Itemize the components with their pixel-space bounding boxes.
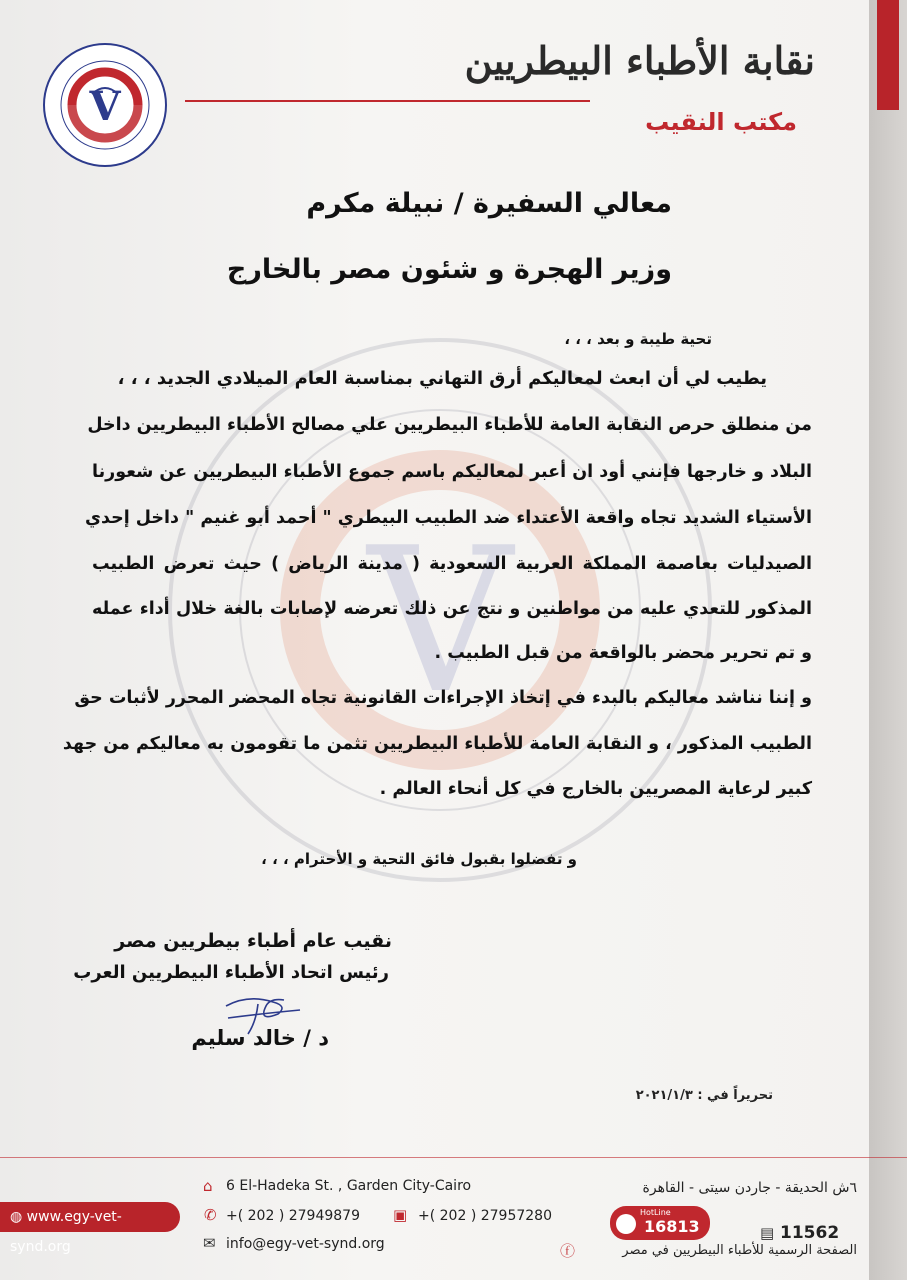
phone-icon bbox=[616, 1214, 636, 1234]
closing-line: و تفضلوا بقبول فائق التحية و الأحترام ، ، ، bbox=[261, 850, 577, 868]
globe-icon: ◍ bbox=[10, 1209, 27, 1225]
syndicate-name: نقابة الأطباء البيطريين bbox=[464, 38, 815, 83]
footer-divider bbox=[0, 1157, 907, 1158]
footer-address-en: 6 El-Hadeka St. , Garden City-Cairo bbox=[226, 1178, 472, 1194]
svg-text:V: V bbox=[367, 505, 513, 738]
letter-date: تحريراً في : ٢٠٢١/١/٣ bbox=[635, 1088, 773, 1103]
website-link[interactable] bbox=[0, 1202, 180, 1255]
body-line: و تم تحرير محضر بالواقعة من قبل الطبيب . bbox=[434, 643, 812, 663]
footer-phone[interactable]: +( 202 ) 27949879 bbox=[226, 1208, 360, 1224]
greeting: تحية طيبة و بعد ، ، ، bbox=[564, 330, 712, 348]
body-line: المذكور للتعدي عليه من مواطنين و نتج عن ذلك تعرضه لإصابات بالغة خلال أداء عمله bbox=[92, 599, 812, 619]
signer-title-secondary: رئيس اتحاد الأطباء البيطريين العرب bbox=[73, 962, 389, 983]
body-line: البلاد و خارجها فإنني أود ان أعبر لمعاليكم باسم جموع الأطباء البيطريين عن شعورنا bbox=[92, 462, 812, 482]
po-box: 11562 bbox=[780, 1223, 840, 1243]
body-line: كبير لرعاية المصريين بالخارج في كل أنحاء العالم . bbox=[379, 779, 812, 799]
footer-address-ar: ٦ش الحديقة - جاردن سيتى - القاهرة bbox=[642, 1180, 857, 1196]
addressee-name: معالي السفيرة / نبيلة مكرم bbox=[306, 188, 672, 219]
hotline-badge[interactable] bbox=[610, 1206, 710, 1240]
website-text: www.egy-vet-synd.org bbox=[10, 1209, 122, 1255]
home-icon: ⌂ bbox=[203, 1177, 213, 1195]
body-line: الصيدليات بعاصمة المملكة العربية السعودية ( مدينة الرياض ) حيث تعرض الطبيب bbox=[92, 554, 812, 574]
footer-fax[interactable]: +( 202 ) 27957280 bbox=[418, 1208, 552, 1224]
right-edge-strip bbox=[869, 0, 907, 1280]
office-label: مكتب النقيب bbox=[645, 108, 797, 136]
syndicate-logo bbox=[42, 42, 168, 168]
body-line: من منطلق حرص النقابة العامة للأطباء البيطريين علي مصالح الأطباء البيطريين داخل bbox=[87, 415, 812, 435]
hotline-label: HotLine bbox=[640, 1208, 671, 1217]
facebook-page[interactable]: الصفحة الرسمية للأطباء البيطريين في مصر bbox=[622, 1243, 857, 1258]
signer-title: نقيب عام أطباء بيطريين مصر bbox=[114, 930, 392, 952]
mailbox-icon: ▤ bbox=[760, 1224, 775, 1242]
fax-icon: ▣ bbox=[393, 1206, 408, 1224]
header-divider bbox=[185, 100, 590, 102]
signer-name: د / خالد سليم bbox=[191, 1026, 329, 1050]
addressee-title: وزير الهجرة و شئون مصر بالخارج bbox=[226, 254, 672, 285]
body-line: و إننا نناشد معاليكم بالبدء في إتخاذ الإجراءات القانونية تجاه المحضر المحرر لأثبات حق bbox=[74, 688, 812, 708]
phone-icon: ✆ bbox=[204, 1206, 217, 1224]
hotline-number: 16813 bbox=[644, 1217, 700, 1236]
facebook-icon[interactable]: ⓕ bbox=[560, 1242, 576, 1260]
header-red-bar bbox=[877, 0, 899, 110]
mail-icon: ✉ bbox=[203, 1234, 216, 1252]
body-line: الأستياء الشديد تجاه واقعة الأعتداء ضد الطبيب البيطري " أحمد أبو غنيم " داخل إحدي bbox=[84, 508, 812, 528]
intro-paragraph: يطيب لي أن ابعث لمعاليكم أرق التهاني بمناسبة العام الميلادي الجديد ، ، ، bbox=[117, 368, 767, 389]
body-line: الطبيب المذكور ، و النقابة العامة للأطباء البيطريين تثمن ما تقومون به معاليكم من جهد bbox=[62, 734, 812, 754]
footer-email[interactable]: info@egy-vet-synd.org bbox=[226, 1236, 385, 1252]
svg-text:V: V bbox=[89, 83, 121, 130]
